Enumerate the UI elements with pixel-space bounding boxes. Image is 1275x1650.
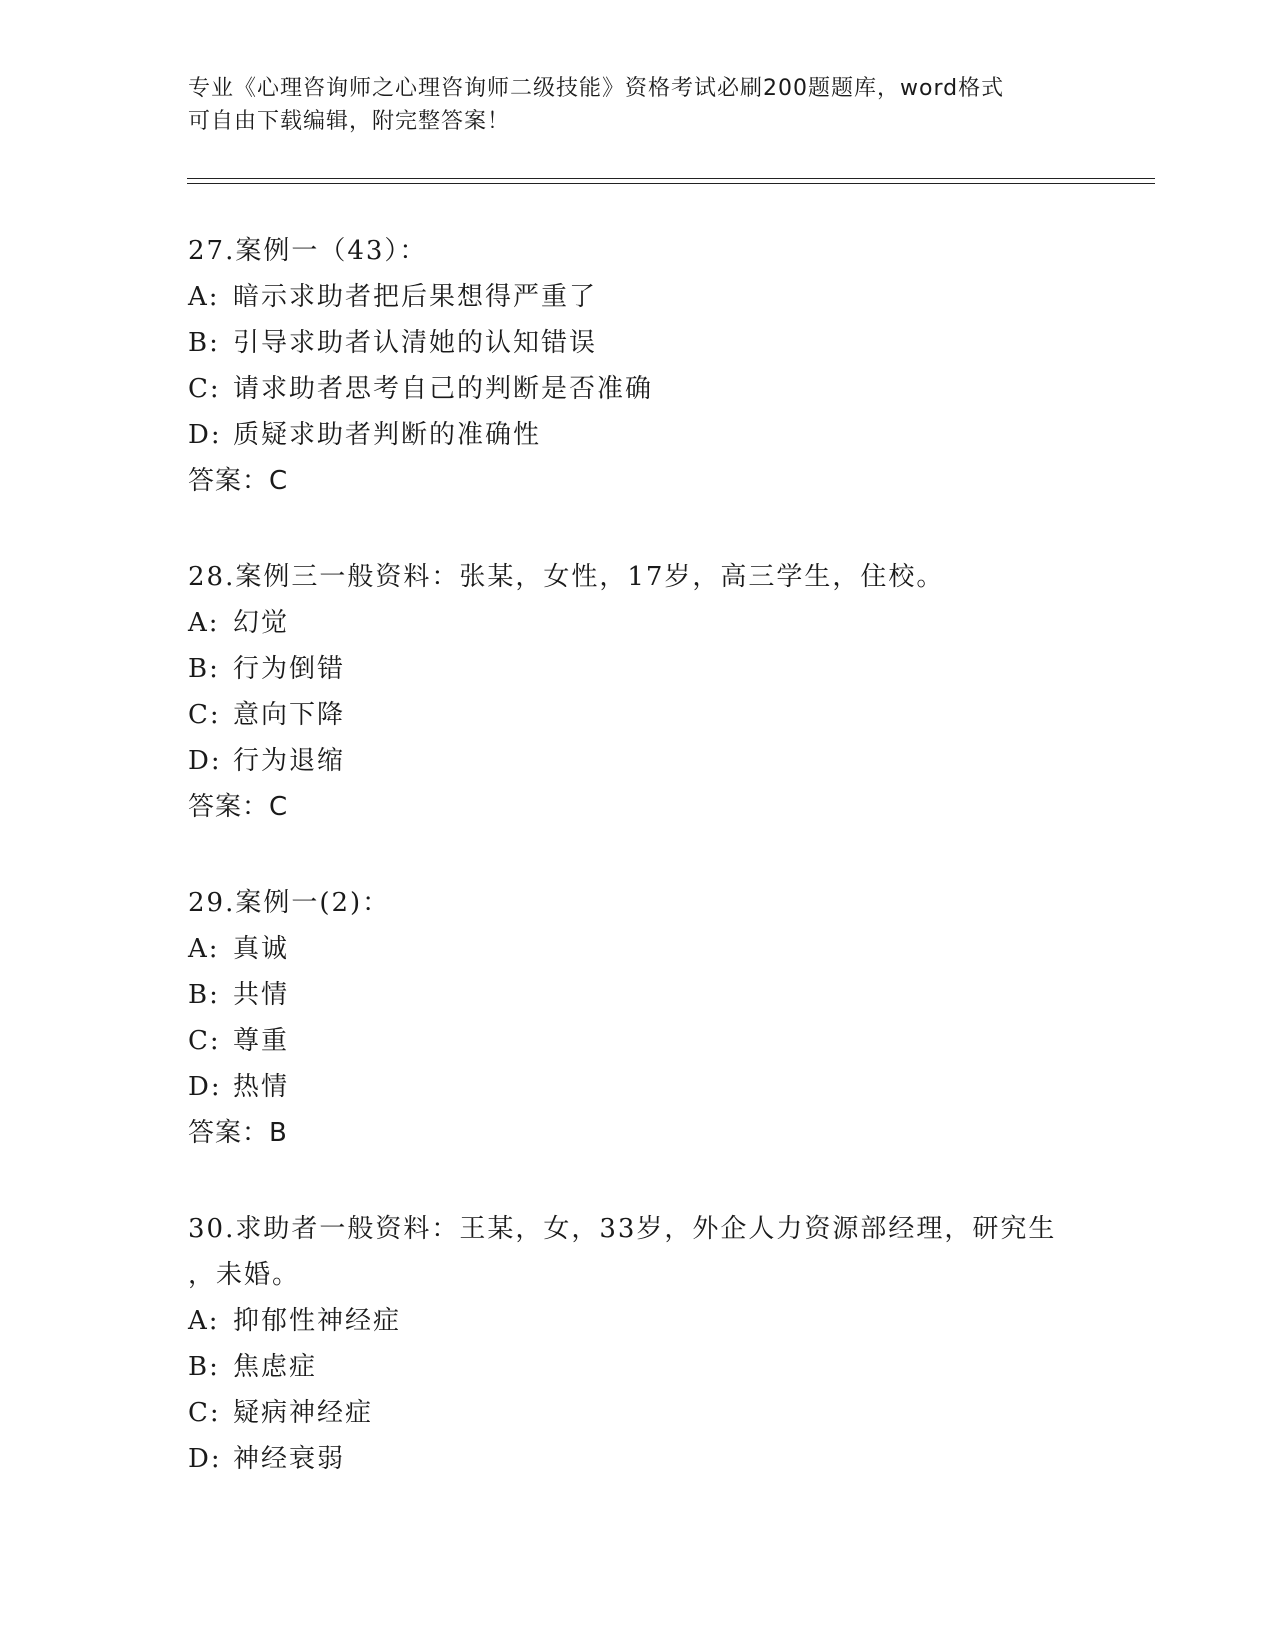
option-text: 神经衰弱 xyxy=(233,1444,346,1474)
option-c xyxy=(188,692,1088,738)
option-d xyxy=(188,1064,1088,1110)
option-label: C: xyxy=(188,700,221,730)
header-divider-bottom xyxy=(187,183,1155,184)
option-text: 抑郁性神经症 xyxy=(233,1306,402,1336)
option-a xyxy=(188,600,1088,646)
option-label: D: xyxy=(188,1444,222,1474)
option-label: D: xyxy=(188,1072,222,1102)
option-text: 暗示求助者把后果想得严重了 xyxy=(233,282,598,312)
option-d xyxy=(188,412,1088,458)
answer: 答案：C xyxy=(188,792,289,822)
option-a xyxy=(188,274,1088,320)
answer: 答案：B xyxy=(188,1118,288,1148)
option-c xyxy=(188,1018,1088,1064)
option-text: 意向下降 xyxy=(233,700,346,730)
option-label: B: xyxy=(188,328,220,358)
option-label: D: xyxy=(188,420,222,450)
option-text: 热情 xyxy=(233,1072,290,1102)
option-label: D: xyxy=(188,746,222,776)
option-label: A: xyxy=(188,608,220,638)
header-line-2: 可自由下载编辑，附完整答案！ xyxy=(188,109,511,134)
option-text: 共情 xyxy=(233,980,290,1010)
header-line-1: 专业《心理咨询师之心理咨询师二级技能》资格考试必刷200题题库，word格式 xyxy=(188,76,1005,101)
option-c xyxy=(188,366,1088,412)
option-text: 请求助者思考自己的判断是否准确 xyxy=(233,374,654,404)
option-label: B: xyxy=(188,1352,220,1382)
option-text: 疑病神经症 xyxy=(233,1398,374,1428)
question-28 xyxy=(188,554,1088,830)
option-label: C: xyxy=(188,1398,221,1428)
option-text: 幻觉 xyxy=(233,608,290,638)
option-d xyxy=(188,738,1088,784)
option-label: A: xyxy=(188,934,220,964)
option-text: 尊重 xyxy=(233,1026,290,1056)
option-a xyxy=(188,1298,1088,1344)
question-stem: 30.求助者一般资料：王某，女，33岁，外企人力资源部经理，研究生 xyxy=(188,1214,1057,1244)
option-label: A: xyxy=(188,282,220,312)
question-stem-continuation: ，未婚。 xyxy=(188,1260,301,1290)
option-label: C: xyxy=(188,1026,221,1056)
option-label: A: xyxy=(188,1306,220,1336)
option-label: C: xyxy=(188,374,221,404)
option-c xyxy=(188,1390,1088,1436)
option-b xyxy=(188,1344,1088,1390)
option-b xyxy=(188,320,1088,366)
option-text: 质疑求助者判断的准确性 xyxy=(233,420,542,450)
question-stem: 29.案例一(2)： xyxy=(188,888,391,918)
option-label: B: xyxy=(188,654,220,684)
question-stem: 27.案例一（43）： xyxy=(188,236,428,266)
option-text: 焦虑症 xyxy=(233,1352,318,1382)
document-header xyxy=(188,72,1088,138)
option-text: 行为倒错 xyxy=(233,654,346,684)
question-29 xyxy=(188,880,1088,1156)
option-text: 引导求助者认清她的认知错误 xyxy=(233,328,598,358)
question-30 xyxy=(188,1206,1088,1482)
header-divider-top xyxy=(187,178,1155,179)
option-b xyxy=(188,646,1088,692)
option-text: 行为退缩 xyxy=(233,746,346,776)
question-27 xyxy=(188,228,1088,504)
option-a xyxy=(188,926,1088,972)
option-d xyxy=(188,1436,1088,1482)
option-text: 真诚 xyxy=(233,934,290,964)
option-label: B: xyxy=(188,980,220,1010)
question-stem: 28.案例三一般资料：张某，女性，17岁，高三学生，住校。 xyxy=(188,562,945,592)
answer: 答案：C xyxy=(188,466,289,496)
option-b xyxy=(188,972,1088,1018)
